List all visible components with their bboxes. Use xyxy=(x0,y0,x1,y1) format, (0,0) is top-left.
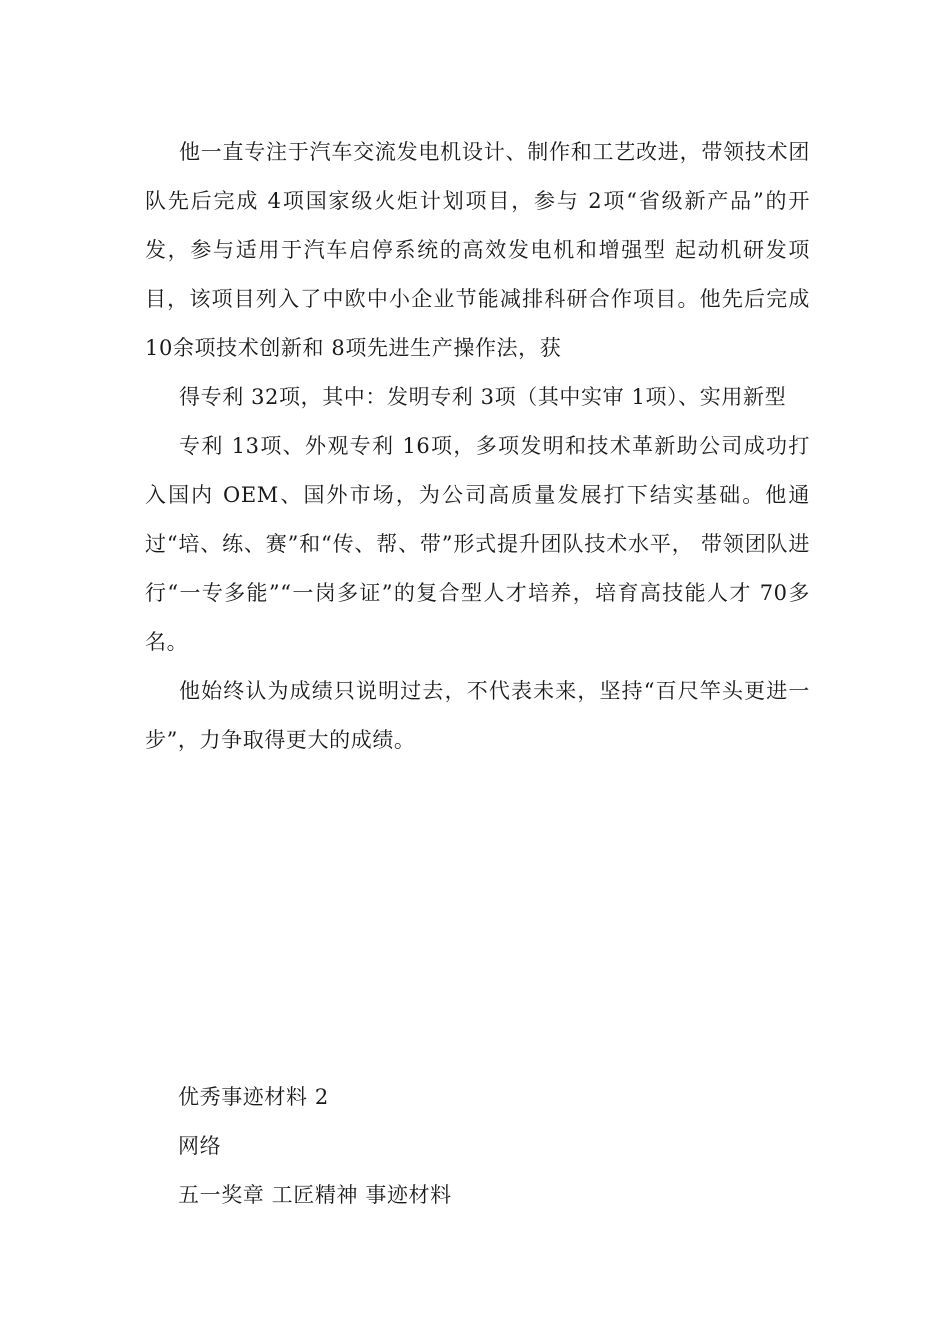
paragraph-3: 专利 13项、外观专利 16项，多项发明和技术革新助公司成功打入国内 OEM、国外市场，为公司高质量发展打下结实基础。他通过“培、练、赛”和“传、帮、带”形式提升团队技术水平， 带领团队进行“一专多能”“一岗多证”的复合型人才培养，培育高技能人才 70多名。 xyxy=(145,434,810,654)
keywords-line: 五一奖章 工匠精神 事迹材料 xyxy=(178,1183,452,1207)
paragraph-1: 他一直专注于汽车交流发电机设计、制作和工艺改进，带领技术团队先后完成 4项国家级火炬计划项目，参与 2项“省级新产品”的开发，参与适用于汽车启停系统的高效发电机和增强型 起动机研发项目，该项目列入了中欧中小企业节能减排科研合作项目。他先后完成 10余项技术创新和 8项先进生产操作法，获 xyxy=(145,140,810,360)
section-title: 优秀事迹材料 2 xyxy=(178,1085,329,1109)
source-label: 网络 xyxy=(178,1134,222,1158)
footer-block xyxy=(178,1073,778,1220)
paragraph-4: 他始终认为成绩只说明过去，不代表未来，坚持“百尺竿头更进一步”，力争取得更大的成绩。 xyxy=(145,679,810,752)
paragraph-2: 得专利 32项，其中：发明专利 3项（其中实审 1项）、实用新型 xyxy=(179,385,787,409)
body-text xyxy=(145,128,810,765)
